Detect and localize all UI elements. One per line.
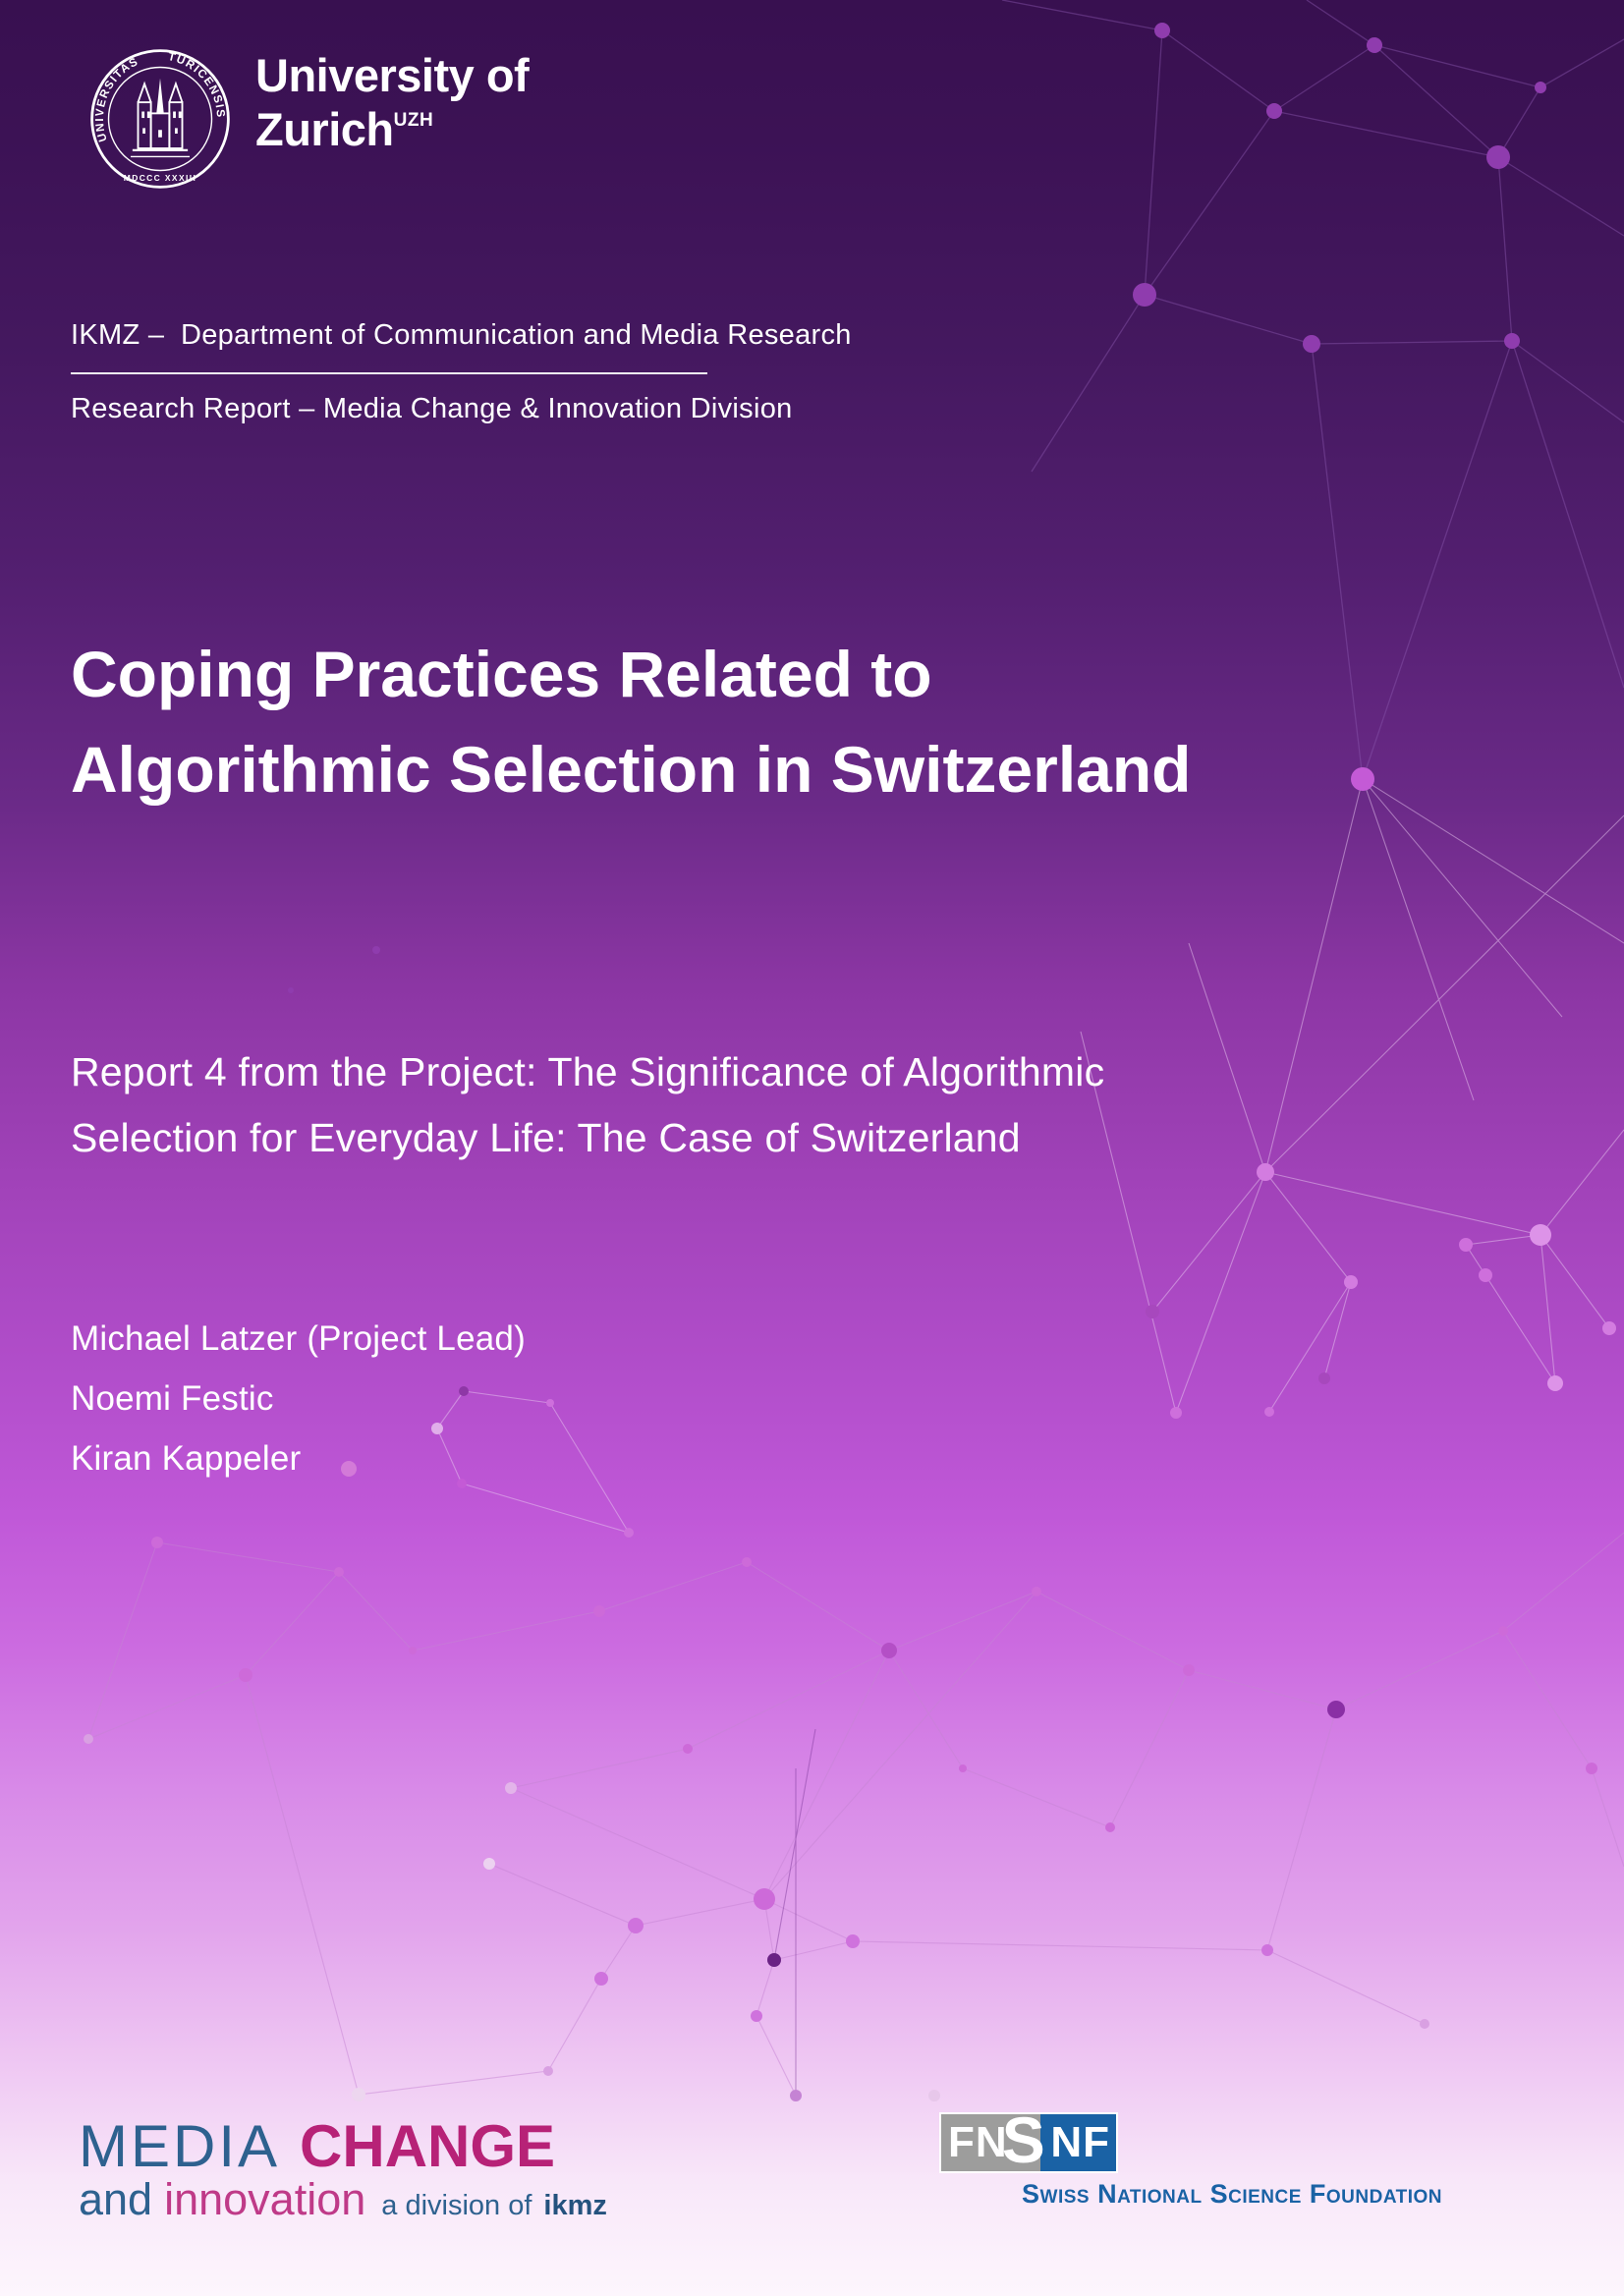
uzh-superscript: UZH xyxy=(393,110,434,131)
subtitle-line2: Selection for Everyday Life: The Case of Switzerland xyxy=(71,1115,1021,1160)
mci-media-text: MEDIA xyxy=(79,2113,281,2179)
mci-ikmz-text: ikmz xyxy=(543,2190,607,2221)
subtitle-line1: Report 4 from the Project: The Significance of Algorithmic xyxy=(71,1049,1105,1094)
subtitle xyxy=(71,1039,1104,1171)
mci-and-text: and xyxy=(79,2174,153,2224)
snsf-logo xyxy=(939,2103,1443,2209)
page-title xyxy=(71,627,1192,817)
snsf-logo-box xyxy=(939,2103,1118,2176)
title-line1: Coping Practices Related to xyxy=(71,638,932,710)
svg-text:UNIVERSITAS xyxy=(93,55,140,143)
uzh-logo xyxy=(86,45,529,193)
uzh-wordmark-line1: University of xyxy=(255,49,530,101)
snsf-fn-text: FN xyxy=(941,2114,1040,2171)
mci-division-text: a division of xyxy=(381,2190,532,2221)
title-line2: Algorithmic Selection in Switzerland xyxy=(71,733,1192,806)
uzh-seal-icon xyxy=(86,45,234,193)
author-name: Michael Latzer (Project Lead) xyxy=(71,1319,526,1358)
uzh-wordmark-line2: Zurich$^{UZH}$ xyxy=(255,103,434,155)
seal-year: MDCCC XXXIII xyxy=(123,172,197,183)
department-line: IKMZ – Department of Communication and Media Research xyxy=(71,319,852,351)
report-series-line: Research Report – Media Change & Innovation Division xyxy=(71,393,793,424)
snsf-s-text: S xyxy=(1001,2103,1045,2176)
snsf-caption: Swiss National Science Foundation xyxy=(1022,2179,1443,2209)
author-list xyxy=(71,1309,526,1488)
mci-innovation-text: innovation xyxy=(164,2174,366,2224)
author-name: Kiran Kappeler xyxy=(71,1439,302,1478)
uzh-wordmark xyxy=(255,49,530,193)
author-name: Noemi Festic xyxy=(71,1379,274,1418)
snsf-nf-text: NF xyxy=(1040,2114,1116,2171)
department-block xyxy=(71,319,852,425)
mci-change-text: CHANGE xyxy=(300,2113,556,2179)
seal-text-left: UNIVERSITAS xyxy=(92,54,141,143)
media-change-logo xyxy=(79,2112,607,2225)
separator-rule xyxy=(71,372,707,374)
seal-text-right: TURICENSIS xyxy=(166,50,228,120)
